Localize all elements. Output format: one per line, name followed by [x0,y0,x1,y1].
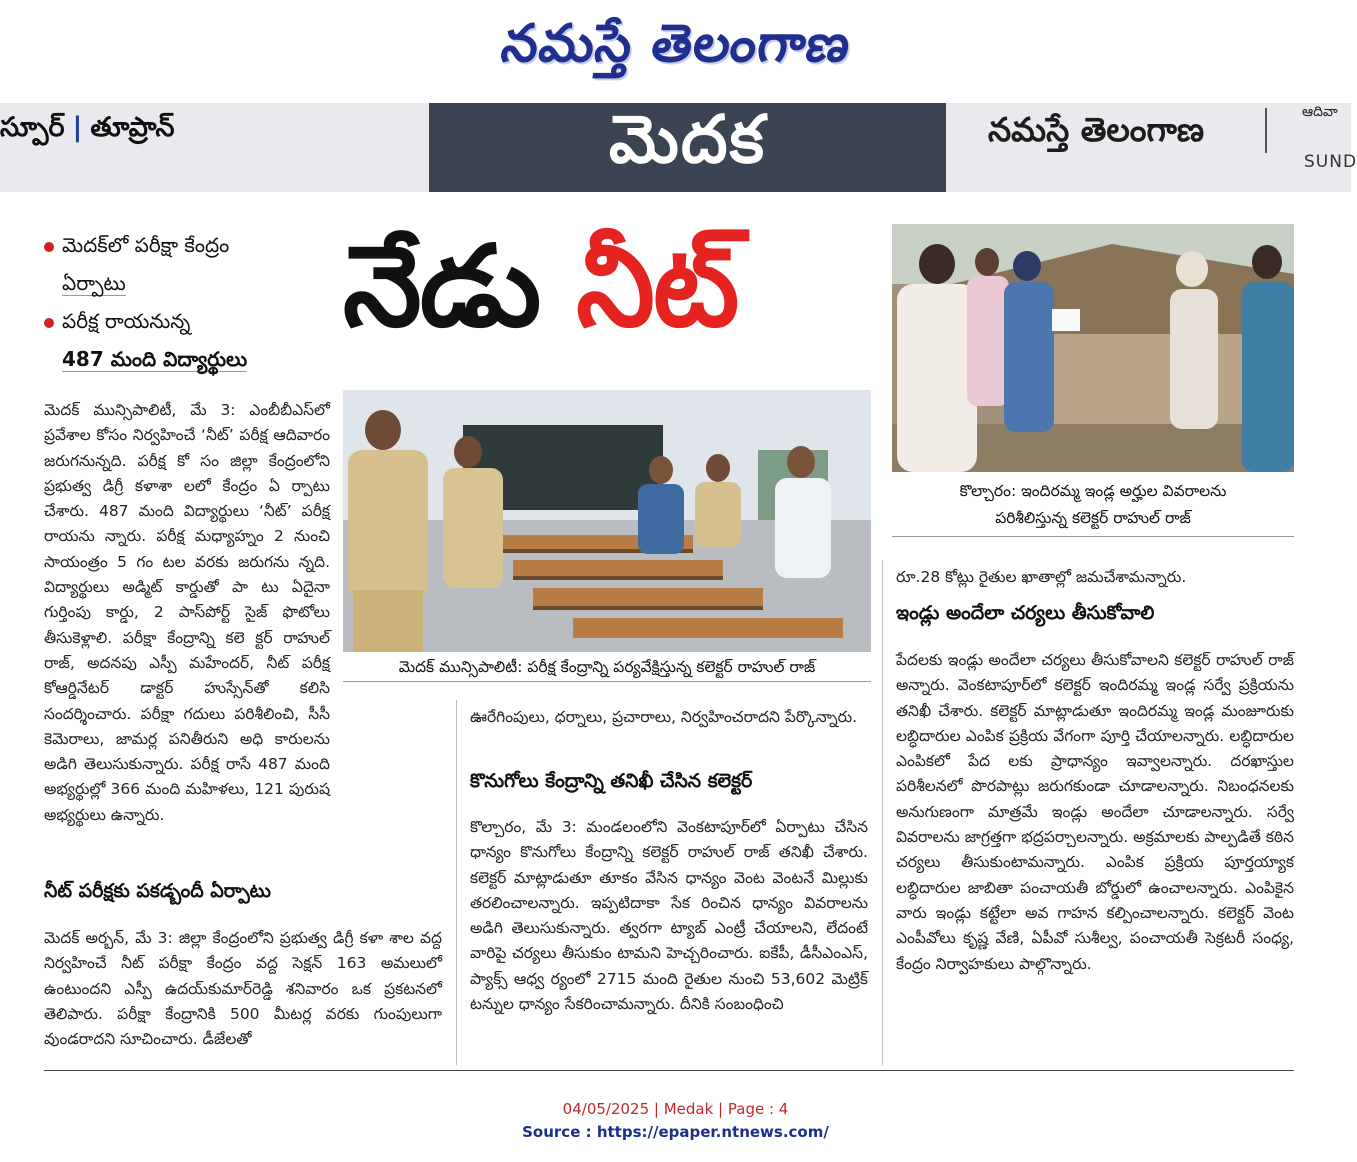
band-day-english: SUND [1304,152,1357,172]
column-2-para-2: కొల్చారం, మే 3: మండలంలోని వెంకటాపూర్‌లో ఏర్పాటు చేసిన ధాన్యం కొనుగోలు కేంద్రాన్ని కలెక్టర్ రాహుల్ రాజ్ తనిఖీ చేశారు. కలెక్టర్ మాట్లాడుతూ తూకం వేసిన ధాన్యం వెంట వెంటనే మిల్లుకు తరలించాలన్నారు. ఇప్పటిదాకా సేక రించిన ధాన్యం వివరాలను అడిగి తెలుసుకున్నారు. త్వరగా ట్యాబ్ ఎంట్రీ చేయాలని, లేదంటే వారిపై చర్యలు తీసుకుం టామని హెచ్చరించారు. ఐకేపీ, డీసీఎంఎస్, ప్యాక్స్ ఆధ్వ ర్యంలో 2715 మంది రైతుల నుంచి 53,602 మెట్రిక్ టన్నుల ధాన్యం సేకరించామన్నారు. దీనికి సంబంధించి [470,818,868,1014]
page-bottom-rule [44,1070,1294,1071]
headline-part-1: నేడు [343,222,540,352]
bullet-icon [44,242,54,252]
highlight-2: పరీక్ష రాయనున్న [44,302,304,340]
center-photo-caption: మెదక్ మున్సిపాలిటీ: పరీక్ష కేంద్రాన్ని పర్యవేక్షిస్తున్న కలెక్టర్ రాహుల్ రాజ్ [343,654,871,682]
band-divider [1265,108,1267,153]
column-divider [456,700,457,1065]
field-visit-photo [892,224,1294,472]
column-1-subheading: నీట్ పరీక్షకు పకడ్బందీ ఏర్పాటు [44,880,271,902]
column-3-subheading: ఇండ్లు అందేలా చర్యలు తీసుకోవాలి [896,602,1155,624]
classroom-photo-graphic [343,390,871,652]
column-3-para-1: రూ.28 కోట్లు రైతుల ఖాతాల్లో జమచేశామన్నారు. [896,568,1187,586]
headline [343,222,737,352]
column-3-para-2: పేదలకు ఇండ్లు అందేలా చర్యలు తీసుకోవాలని కలెక్టర్ రాహుల్ రాజ్ అన్నారు. వెంకటాపూర్‌లో కలెక్టర్ ఇందిరమ్మ ఇండ్ల సర్వే ప్రక్రియను తనిఖీ చేశారు. కలెక్టర్ మాట్లాడుతూ ఇందిరమ్మ ఇండ్ల మంజూరుకు లబ్ధిదారుల ఎంపిక ప్రక్రియ వేగంగా పూర్తి చేయాలన్నారు. లబ్ధిదారుల ఎంపికలో పేద లకు ప్రాధాన్యం ఇవ్వాలన్నారు. దరఖాస్తుల పరిశీలనలో పొరపాట్లు జరుగకుండా చూడాలన్నారు. నిబంధనలకు అనుగుణంగా మాత్రమే ఇండ్లు అందేలా చూడాలన్నారు. సర్వే వివరాలను జాగ్రత్తగా భద్రపర్చాలన్నారు. అక్రమాలకు పాల్పడితే కఠిన చర్యలు తీసుకుంటామన్నారు. ఎంపిక ప్రక్రియ పూర్తయ్యాక లబ్ధిదారుల జాబితా పంచాయతీ బోర్డులో ఉంచాలన్నారు. ఎంపికైన వారు ఇండ్లు కట్టేలా అవ గాహన కల్పించాలన్నారు. కలెక్టర్ వెంట ఎంపీవోలు కృష్ణ వేణి, ఏపీవో సుశీల్వ, పంచాయతీ సెక్రటరీ సంధ్య, కేంద్రం నిర్వాహకులు పాల్గొన్నారు. [896,651,1294,973]
section-title: మెదక [609,101,766,178]
highlight-1: మెదక్‌లో పరీక్షా కేంద్రం [44,226,304,264]
place-name-1: స్పూర్ [0,112,65,143]
masthead [0,0,1351,100]
column-1-para-1: మెదక్ మున్సిపాలిటీ, మే 3: ఎంబీబీఎస్‌లో ప్రవేశాల కోసం నిర్వహించే ‘నీట్’ పరీక్ష ఆదివారం జరుగనున్నది. పరీక్ష కో సం జిల్లా కేంద్రంలోని ప్రభుత్వ డిగ్రీ కళాశా లలో కేంద్రం ఏ ర్పాటు చేశారు. 487 మంది విద్యార్థులు ‘నీట్’ పరీక్ష రాయను న్నారు. పరీక్ష మధ్యాహ్నం 2 నుంచి సాయంత్రం 5 గం టల వరకు జరుగను న్నది. విద్యార్థులు అడ్మిట్ కార్డుతో పా టు ఏదైనా గుర్తింపు కార్డు, 2 పాస్‌పోర్ట్ సైజ్ ఫొటోలు తీసుకెళ్లాలి. పరీక్షా కేంద్రాన్ని కలె క్టర్ రాహుల్ రాజ్, అదనపు ఎస్పీ మహేందర్, నీట్ పరీక్ష కోఆర్డినేటర్ డాక్టర్ హుస్సేన్‌తో కలిసి సందర్శించారు. పరీక్షా గదులు పరిశీలించి, సీసీ కెమెరాలు, జామర్ల పనితీరుని అధి కారులను అడిగి తెలుసుకున్నారు. పరీక్ష రాసే 487 మంది అభ్యర్థుల్లో 366 మంది మహిళలు, 121 పురుష అభ్యర్థులు ఉన్నారు. [44,401,330,824]
headline-part-2: నీట్ [576,222,738,352]
right-caption-line-1: కొల్చారం: ఇందిరమ్మ ఇండ్ల అర్హుల వివరాలను [959,482,1227,500]
column-1-para-2: మెదక్ అర్బన్, మే 3: జిల్లా కేంద్రంలోని ప్రభుత్వ డిగ్రీ కళా శాల వద్ద నిర్వహించే నీట్ పరీక్షా కేంద్రం వద్ద సెక్షన్ 163 అమలులో ఉంటుందని ఎస్పీ ఉదయ్‌కుమార్‌రెడ్డి శనివారం ఒక ప్రకటనలో తెలిపారు. పరీక్షా కేంద్రానికి 500 మీటర్ల వరకు గుంపులుగా వుండరాదని సూచించారు. డీజేలతో [44,929,442,1049]
column-2-subheading: కొనుగోలు కేంద్రాన్ని తనిఖీ చేసిన కలెక్టర్ [470,770,753,792]
column-2-para-1: ఊరేగింపులు, ధర్నాలు, ప్రచారాలు, నిర్వహించరాదని పేర్కొన్నారు. [470,708,858,726]
place-name-2: తూప్రాన్ [90,112,175,143]
bullet-icon [44,318,54,328]
band-place-names [0,112,174,150]
field-visit-photo-graphic [892,224,1294,472]
band-brand: నమస్తే తెలంగాణ [988,110,1205,149]
highlight-2-cont: 487 మంది విద్యార్థులు [62,347,248,371]
newspaper-logo: నమస్తే తెలంగాణ [497,13,855,74]
band-day-telugu: ఆదివా [1302,104,1338,120]
column-divider [882,560,883,1065]
right-caption-line-2: పరిశీలిస్తున్న కలెక్టర్ రాహుల్ రాజ్ [995,509,1191,527]
classroom-photo [343,390,871,652]
section-title-box [429,103,946,192]
band-separator: | [72,112,83,143]
source-link[interactable]: Source : https://epaper.ntnews.com/ [522,1123,829,1141]
right-photo-caption [892,478,1294,537]
highlights [44,226,304,378]
page-info: 04/05/2025 | Medak | Page : 4 [562,1100,789,1118]
highlight-1-cont: ఏర్పాటు [62,271,126,295]
